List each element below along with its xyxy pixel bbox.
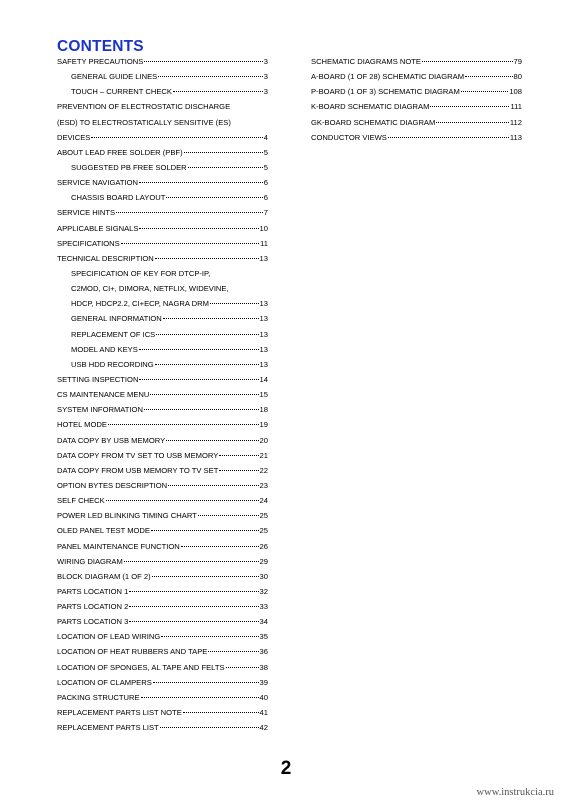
toc-entry-page: 3	[263, 57, 268, 66]
toc-entry-title: POWER LED BLINKING TIMING CHART	[57, 511, 197, 521]
toc-entry-title: C2MOD, CI+, DIMORA, NETFLIX, WIDEVINE,	[71, 284, 229, 294]
toc-entry[interactable]	[57, 54, 268, 69]
toc-entry-title: HOTEL MODE	[57, 420, 107, 430]
toc-entry-page: 34	[259, 617, 268, 627]
toc-entry-title: TECHNICAL DESCRIPTION	[57, 253, 154, 263]
toc-entry[interactable]	[57, 342, 268, 357]
dot-leader	[150, 394, 258, 395]
toc-entry[interactable]	[57, 221, 268, 236]
toc-entry-page: 13	[259, 344, 268, 354]
dot-leader	[188, 167, 263, 168]
toc-entry-page: 5	[263, 162, 268, 172]
toc-entry[interactable]	[57, 84, 268, 99]
toc-entry[interactable]	[57, 569, 268, 584]
toc-entry[interactable]	[57, 175, 268, 190]
toc-entry-page: 13	[259, 253, 268, 263]
toc-entry-title: DATA COPY FROM USB MEMORY TO TV SET	[57, 465, 219, 475]
toc-entry-title: CONDUCTOR VIEWS	[311, 132, 387, 142]
dot-leader	[141, 697, 259, 698]
toc-entry[interactable]	[57, 508, 268, 523]
toc-entry-page: 40	[259, 692, 268, 702]
toc-entry-title: BLOCK DIAGRAM (1 OF 2)	[57, 571, 151, 581]
toc-entry[interactable]	[57, 281, 268, 296]
dot-leader	[208, 651, 258, 652]
toc-entry-title: GK-BOARD SCHEMATIC DIAGRAM	[311, 117, 436, 127]
toc-entry-page: 113	[509, 132, 522, 142]
toc-entry[interactable]	[57, 145, 268, 160]
toc-entry[interactable]	[57, 69, 268, 84]
toc-entry-title: SYSTEM INFORMATION	[57, 405, 143, 415]
dot-leader	[226, 667, 259, 668]
toc-entry[interactable]	[311, 84, 522, 99]
toc-entry-page: 7	[263, 208, 268, 218]
dot-leader	[106, 500, 259, 501]
toc-entry-page: 80	[513, 72, 522, 82]
toc-entry-title: USB HDD RECORDING	[71, 359, 154, 369]
toc-entry-page: 38	[259, 662, 268, 672]
dot-leader	[422, 61, 513, 62]
toc-entry[interactable]	[57, 463, 268, 478]
toc-entry[interactable]	[311, 99, 522, 114]
toc-entry[interactable]	[57, 115, 268, 130]
toc-entry-page: 26	[259, 541, 268, 551]
toc-entry-title: ABOUT LEAD FREE SOLDER (PBF)	[57, 147, 183, 157]
toc-entry-title: REPLACEMENT OF ICS	[71, 329, 156, 339]
dot-leader	[153, 682, 259, 683]
toc-entry[interactable]	[57, 251, 268, 266]
dot-leader	[129, 591, 258, 592]
dot-leader	[198, 515, 259, 516]
toc-entry-page: 6	[263, 178, 268, 188]
dot-leader	[181, 546, 259, 547]
toc-entry[interactable]	[57, 478, 268, 493]
toc-entry-title: REPLACEMENT PARTS LIST	[57, 723, 159, 733]
toc-entry-title: PREVENTION OF ELECTROSTATIC DISCHARGE	[57, 102, 231, 112]
dot-leader	[121, 243, 259, 244]
toc-entry[interactable]	[57, 720, 268, 735]
toc-entry-title: DATA COPY BY USB MEMORY	[57, 435, 166, 445]
toc-entry-title: PARTS LOCATION 2	[57, 602, 129, 612]
dot-leader	[465, 76, 513, 77]
dot-leader	[144, 409, 259, 410]
toc-entry-page: 22	[259, 465, 268, 475]
toc-entry-title: TOUCH – CURRENT CHECK	[71, 87, 172, 97]
toc-entry-page: 111	[510, 102, 522, 112]
toc-entry-page: 10	[259, 223, 268, 233]
toc-entry-page: 21	[259, 450, 268, 460]
toc-entry-page: 29	[259, 556, 268, 566]
toc-entry-page: 79	[513, 57, 522, 66]
toc-entry[interactable]	[57, 236, 268, 251]
dot-leader	[116, 212, 263, 213]
dot-leader	[91, 137, 262, 138]
dot-leader	[152, 576, 259, 577]
toc-entry-title: CHASSIS BOARD LAYOUT	[71, 193, 166, 203]
dot-leader	[129, 621, 258, 622]
dot-leader	[155, 364, 259, 365]
toc-entry-page: 14	[259, 374, 268, 384]
toc-entry-title: (ESD) TO ELECTROSTATICALLY SENSITIVE (ES)	[57, 117, 231, 127]
dot-leader	[160, 727, 259, 728]
toc-entry-title: REPLACEMENT PARTS LIST NOTE	[57, 708, 182, 718]
dot-leader	[183, 712, 259, 713]
toc-entry-page: 30	[259, 571, 268, 581]
toc-entry-title: APPLICABLE SIGNALS	[57, 223, 139, 233]
toc-entry-title: CS MAINTENANCE MENU	[57, 390, 150, 400]
toc-entry-title: PARTS LOCATION 3	[57, 617, 129, 627]
toc-entry-title: SETTING INSPECTION	[57, 374, 139, 384]
toc-entry[interactable]	[57, 417, 268, 432]
toc-entry-page: 3	[263, 87, 268, 97]
toc-entry-page: 108	[509, 87, 522, 97]
toc-entry[interactable]	[57, 402, 268, 417]
page-number: 2	[280, 758, 292, 779]
toc-entry[interactable]	[57, 160, 268, 175]
dot-leader	[129, 606, 258, 607]
dot-leader	[156, 334, 258, 335]
toc-entry[interactable]	[57, 554, 268, 569]
toc-entry[interactable]	[57, 690, 268, 705]
toc-entry[interactable]	[57, 387, 268, 402]
toc-entry-page: 25	[259, 511, 268, 521]
toc-entry-page: 39	[259, 677, 268, 687]
toc-entry-page: 23	[259, 480, 268, 490]
toc-entry-title: SPECIFICATIONS	[57, 238, 120, 248]
toc-entry-page: 33	[259, 602, 268, 612]
toc-entry-title: DATA COPY FROM TV SET TO USB MEMORY	[57, 450, 219, 460]
toc-entry-title: WIRING DIAGRAM	[57, 556, 123, 566]
dot-leader	[461, 91, 509, 92]
toc-entry[interactable]	[57, 493, 268, 508]
toc-entry[interactable]	[57, 327, 268, 342]
toc-entry[interactable]	[57, 266, 268, 281]
toc-entry-page: 24	[259, 496, 268, 506]
toc-entry-title: HDCP, HDCP2.2, CI+ECP, NAGRA DRM	[71, 299, 209, 309]
toc-entry[interactable]	[57, 99, 268, 114]
dot-leader	[139, 379, 258, 380]
dot-leader	[124, 561, 259, 562]
toc-entry[interactable]	[57, 296, 268, 311]
toc-entry-page: 15	[259, 390, 268, 400]
toc-entry-title: SPECIFICATION OF KEY FOR DTCP-IP,	[71, 268, 211, 278]
toc-entry-page: 36	[259, 647, 268, 657]
toc-entry-title: LOCATION OF LEAD WIRING	[57, 632, 161, 642]
toc-entry[interactable]	[57, 539, 268, 554]
toc-entry[interactable]	[57, 205, 268, 220]
dot-leader	[166, 440, 258, 441]
toc-entry-title: LOCATION OF CLAMPERS	[57, 677, 152, 687]
toc-entry-title: SUGGESTED PB FREE SOLDER	[71, 162, 187, 172]
toc-entry[interactable]	[57, 644, 268, 659]
toc-entry-title: MODEL AND KEYS	[71, 344, 138, 354]
toc-entry[interactable]	[57, 629, 268, 644]
toc-entry-title: GENERAL GUIDE LINES	[71, 72, 158, 82]
toc-left-column	[57, 54, 268, 735]
toc-entry-title: PARTS LOCATION 1	[57, 586, 129, 596]
toc-entry-title: GENERAL INFORMATION	[71, 314, 162, 324]
toc-entry-page: 42	[259, 723, 268, 733]
toc-entry[interactable]	[57, 311, 268, 326]
contents-title: CONTENTS	[57, 38, 144, 55]
toc-entry-page: 6	[263, 193, 268, 203]
toc-entry[interactable]	[311, 54, 522, 69]
toc-entry[interactable]	[57, 190, 268, 205]
toc-entry-title: SELF CHECK	[57, 496, 105, 506]
toc-entry-title: OPTION BYTES DESCRIPTION	[57, 480, 168, 490]
toc-entry-page: 11	[260, 238, 268, 248]
toc-entry[interactable]	[311, 130, 522, 145]
toc-entry[interactable]	[311, 69, 522, 84]
toc-entry[interactable]	[57, 357, 268, 372]
toc-entry-page: 20	[259, 435, 268, 445]
toc-entry-page: 35	[259, 632, 268, 642]
toc-entry-page: 5	[263, 147, 268, 157]
toc-entry-page: 13	[259, 329, 268, 339]
dot-leader	[388, 137, 509, 138]
dot-leader	[184, 152, 263, 153]
toc-right-column	[311, 54, 522, 145]
toc-entry-page: 4	[263, 132, 268, 142]
dot-leader	[155, 258, 259, 259]
toc-entry[interactable]	[57, 584, 268, 599]
dot-leader	[219, 470, 258, 471]
toc-entry[interactable]	[311, 115, 522, 130]
toc-entry-title: OLED PANEL TEST MODE	[57, 526, 150, 536]
dot-leader	[139, 228, 258, 229]
toc-entry-title: A-BOARD (1 OF 28) SCHEMATIC DIAGRAM	[311, 72, 465, 82]
toc-entry-page: 41	[259, 708, 268, 718]
dot-leader	[219, 455, 258, 456]
toc-entry-title: SERVICE HINTS	[57, 208, 116, 218]
toc-entry-page: 32	[259, 586, 268, 596]
toc-entry-page: 13	[259, 359, 268, 369]
toc-entry[interactable]	[57, 705, 268, 720]
dot-leader	[139, 182, 263, 183]
dot-leader	[163, 318, 259, 319]
toc-entry-page: 13	[259, 299, 268, 309]
dot-leader	[430, 106, 509, 107]
toc-entry-title: SAFETY PRECAUTIONS	[57, 57, 144, 66]
toc-entry-title: PANEL MAINTENANCE FUNCTION	[57, 541, 180, 551]
toc-entry[interactable]	[57, 372, 268, 387]
dot-leader	[168, 485, 258, 486]
toc-entry[interactable]	[57, 660, 268, 675]
toc-entry[interactable]	[57, 433, 268, 448]
dot-leader	[166, 197, 262, 198]
toc-entry-title: P-BOARD (1 OF 3) SCHEMATIC DIAGRAM	[311, 87, 460, 97]
toc-entry-title: PACKING STRUCTURE	[57, 692, 140, 702]
toc-entry[interactable]	[57, 614, 268, 629]
toc-entry-title: DEVICES	[57, 132, 91, 142]
dot-leader	[151, 530, 259, 531]
dot-leader	[161, 636, 258, 637]
dot-leader	[158, 76, 263, 77]
toc-entry-title: LOCATION OF SPONGES, AL TAPE AND FELTS	[57, 662, 225, 672]
dot-leader	[436, 122, 509, 123]
toc-entry-title: SERVICE NAVIGATION	[57, 178, 139, 188]
toc-entry-title: K-BOARD SCHEMATIC DIAGRAM	[311, 102, 430, 112]
toc-entry-page: 3	[263, 72, 268, 82]
toc-entry[interactable]	[57, 448, 268, 463]
toc-entry-page: 13	[259, 314, 268, 324]
toc-entry-page: 18	[259, 405, 268, 415]
toc-entry[interactable]	[57, 599, 268, 614]
dot-leader	[144, 61, 262, 62]
toc-entry-page: 112	[509, 117, 522, 127]
toc-entry[interactable]	[57, 675, 268, 690]
toc-entry-page: 25	[259, 526, 268, 536]
dot-leader	[139, 349, 259, 350]
toc-entry[interactable]	[57, 523, 268, 538]
toc-entry-title: SCHEMATIC DIAGRAMS NOTE	[311, 57, 421, 66]
dot-leader	[173, 91, 263, 92]
toc-entry-page: 19	[259, 420, 268, 430]
dot-leader	[108, 424, 259, 425]
watermark: www.instrukcia.ru	[476, 787, 554, 798]
toc-entry[interactable]	[57, 130, 268, 145]
dot-leader	[210, 303, 259, 304]
toc-entry-title: LOCATION OF HEAT RUBBERS AND TAPE	[57, 647, 208, 657]
